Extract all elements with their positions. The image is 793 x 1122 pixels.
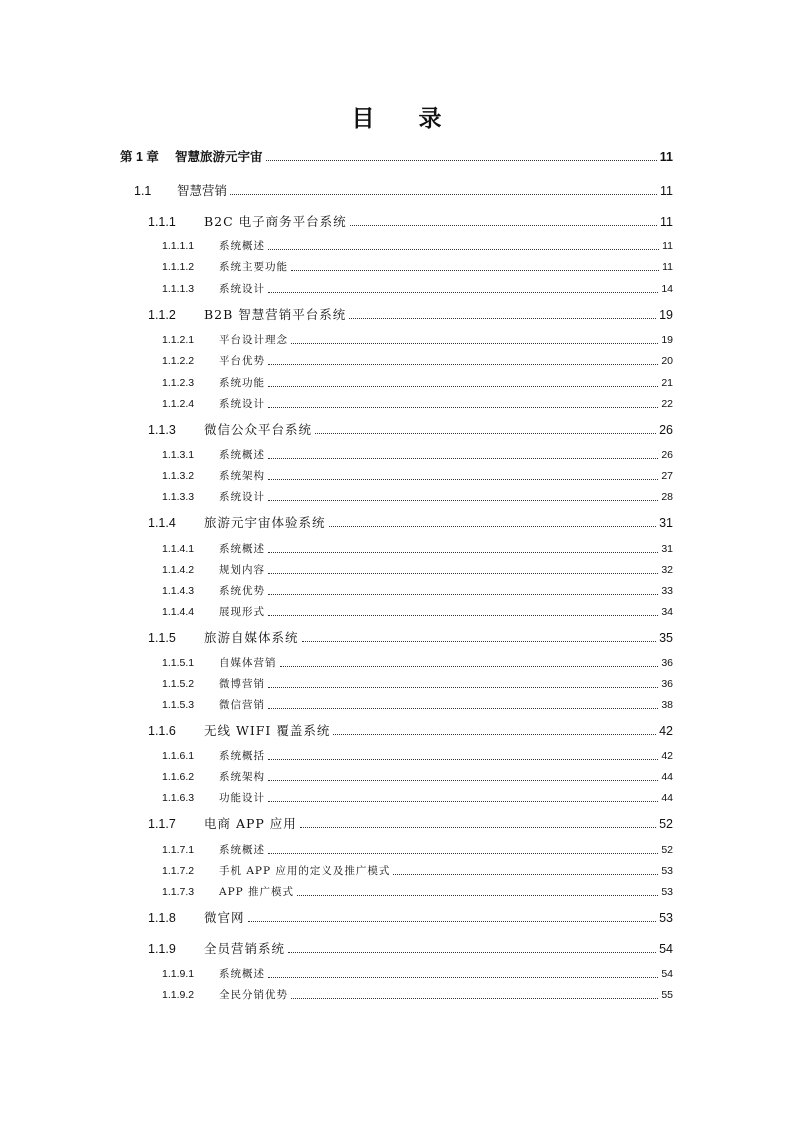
toc-entry-number: 1.1.2.4	[162, 398, 195, 410]
toc-entry-title: 微信营销	[219, 699, 265, 711]
toc-entry-number: 1.1.5.1	[162, 657, 195, 669]
toc-entry-page-number: 53	[659, 911, 673, 925]
toc-entry-title: 微信公众平台系统	[204, 422, 313, 437]
toc-entry-title: 系统设计	[219, 283, 265, 295]
toc-dot-leader	[268, 687, 658, 688]
toc-entry-title: 系统概述	[219, 968, 265, 980]
toc-entry-number: 1.1.1.2	[162, 261, 195, 273]
toc-entry-title: 微官网	[204, 910, 245, 925]
toc-dot-leader	[230, 194, 657, 195]
toc-entry-title: 系统概述	[219, 844, 265, 856]
toc-entry-title: B2C 电子商务平台系统	[204, 214, 347, 229]
toc-entry-number: 1.1.4	[148, 516, 176, 530]
toc-dot-leader	[291, 998, 658, 999]
toc-entry-title: 智慧旅游元宇宙	[175, 149, 263, 164]
toc-entry-title: 旅游自媒体系统	[204, 630, 299, 645]
toc-entry[interactable]	[0, 986, 793, 1004]
toc-entry-page-number: 38	[660, 696, 673, 714]
toc-entry-title: 规划内容	[219, 564, 265, 576]
toc-entry[interactable]	[0, 696, 793, 714]
toc-entry-title: 系统概述	[219, 543, 265, 555]
toc-dot-leader	[268, 615, 658, 616]
toc-entry-title: 微博营销	[219, 678, 265, 690]
toc-entry[interactable]	[0, 237, 793, 255]
toc-entry-number: 1.1.1.3	[162, 283, 195, 295]
toc-title: 目 录	[351, 105, 460, 132]
toc-entry-page-number: 28	[660, 488, 673, 506]
toc-entry-title: 全员营销系统	[204, 941, 286, 956]
toc-entry-number: 1.1	[134, 184, 152, 198]
toc-entry[interactable]	[0, 841, 793, 859]
toc-entry-number: 1.1.3.3	[162, 491, 195, 503]
toc-dot-leader	[268, 479, 658, 480]
toc-entry[interactable]	[0, 629, 793, 647]
toc-entry[interactable]	[0, 331, 793, 349]
toc-entry[interactable]	[0, 747, 793, 765]
toc-entry-page-number: 11	[661, 258, 673, 276]
toc-entry-page-number: 20	[660, 352, 673, 370]
toc-entry-title: 智慧营销	[177, 183, 228, 198]
toc-entry-title: 系统设计	[219, 398, 265, 410]
toc-dot-leader	[268, 500, 658, 501]
toc-entry[interactable]	[0, 540, 793, 558]
toc-dot-leader	[268, 249, 659, 250]
toc-entry-number: 1.1.1	[148, 215, 176, 229]
toc-entry-number: 1.1.7.3	[162, 886, 195, 898]
toc-entry-title: 平台优势	[219, 355, 265, 367]
toc-entry[interactable]	[0, 768, 793, 786]
toc-entry-number: 1.1.9	[148, 942, 176, 956]
toc-dot-leader	[315, 433, 656, 434]
toc-entry-page-number: 11	[660, 215, 673, 229]
toc-entry-page-number: 11	[661, 237, 673, 255]
toc-entry-number: 1.1.5.2	[162, 678, 195, 690]
toc-entry-page-number: 53	[660, 862, 673, 880]
toc-entry-number: 1.1.2.1	[162, 334, 195, 346]
toc-entry-title: 平台设计理念	[219, 334, 288, 346]
toc-entry-number: 1.1.1.1	[162, 240, 195, 252]
toc-entry-title: 系统优势	[219, 585, 265, 597]
toc-entry-page-number: 19	[660, 331, 673, 349]
toc-entry-number: 1.1.6.1	[162, 750, 195, 762]
toc-entry-title: 无线 WIFI 覆盖系统	[204, 723, 331, 738]
toc-entry-number: 1.1.6.2	[162, 771, 195, 783]
toc-entry-page-number: 44	[660, 768, 673, 786]
toc-dot-leader	[329, 526, 656, 527]
toc-entry-title: 展现形式	[219, 606, 265, 618]
toc-dot-leader	[268, 594, 658, 595]
toc-entry-page-number: 53	[660, 883, 673, 901]
toc-entry[interactable]	[0, 909, 793, 927]
toc-entry[interactable]	[0, 561, 793, 579]
toc-entry-title: B2B 智慧营销平台系统	[204, 307, 347, 322]
toc-entry-title: 手机 APP 应用的定义及推广模式	[219, 865, 391, 877]
toc-entry-number: 1.1.3.2	[162, 470, 195, 482]
toc-entry-title: 系统概括	[219, 750, 265, 762]
toc-dot-leader	[268, 759, 658, 760]
toc-entry-title: 系统架构	[219, 470, 265, 482]
toc-entry-title: 电商 APP 应用	[204, 816, 297, 831]
toc-entry-page-number: 54	[660, 965, 673, 983]
toc-entry-page-number: 36	[660, 654, 673, 672]
toc-dot-leader	[350, 225, 657, 226]
toc-entry[interactable]	[0, 488, 793, 506]
toc-entry-page-number: 26	[659, 423, 673, 437]
toc-entry-page-number: 14	[660, 280, 673, 298]
toc-entry-title: 自媒体营销	[219, 657, 277, 669]
toc-entry-number: 1.1.8	[148, 911, 176, 925]
toc-entry-page-number: 42	[660, 747, 673, 765]
toc-entry-title: 系统功能	[219, 377, 265, 389]
toc-entry-page-number: 11	[660, 184, 673, 198]
toc-entry-page-number: 42	[659, 724, 673, 738]
toc-entry-number: 1.1.5.3	[162, 699, 195, 711]
toc-entry[interactable]	[0, 148, 793, 166]
toc-dot-leader	[393, 874, 658, 875]
toc-entry[interactable]	[0, 421, 793, 439]
toc-entry[interactable]	[0, 940, 793, 958]
toc-dot-leader	[268, 458, 658, 459]
toc-entry-page-number: 31	[659, 516, 673, 530]
toc-entry[interactable]	[0, 582, 793, 600]
toc-entry[interactable]	[0, 182, 793, 200]
toc-dot-leader	[297, 895, 658, 896]
toc-entry[interactable]	[0, 213, 793, 231]
toc-entry-number: 1.1.4.3	[162, 585, 195, 597]
toc-entry-page-number: 31	[660, 540, 673, 558]
toc-dot-leader	[268, 573, 658, 574]
toc-entry-number: 1.1.9.2	[162, 989, 195, 1001]
toc-entry-number: 1.1.2.3	[162, 377, 195, 389]
toc-entry-page-number: 34	[660, 603, 673, 621]
toc-entry-number: 1.1.3	[148, 423, 176, 437]
toc-entry[interactable]	[0, 395, 793, 413]
toc-entry[interactable]	[0, 722, 793, 740]
toc-entry-title: 系统设计	[219, 491, 265, 503]
toc-entry[interactable]	[0, 883, 793, 901]
toc-entry-number: 1.1.4.4	[162, 606, 195, 618]
toc-dot-leader	[268, 292, 658, 293]
toc-entry-page-number: 27	[660, 467, 673, 485]
toc-dot-leader	[268, 780, 658, 781]
toc-entry-title: 旅游元宇宙体验系统	[204, 515, 326, 530]
toc-dot-leader	[268, 364, 658, 365]
toc-dot-leader	[302, 641, 656, 642]
toc-entry[interactable]	[0, 654, 793, 672]
toc-dot-leader	[268, 407, 658, 408]
toc-entry-title: 系统架构	[219, 771, 265, 783]
toc-entry-number: 1.1.4.1	[162, 543, 195, 555]
toc-dot-leader	[300, 827, 656, 828]
toc-entry-number: 1.1.6.3	[162, 792, 195, 804]
toc-dot-leader	[349, 318, 656, 319]
toc-entry-page-number: 22	[660, 395, 673, 413]
toc-entry-title: 系统概述	[219, 240, 265, 252]
toc-entry-number: 1.1.9.1	[162, 968, 195, 980]
toc-entry-page-number: 52	[660, 841, 673, 859]
toc-entry-page-number: 19	[659, 308, 673, 322]
toc-entry-page-number: 44	[660, 789, 673, 807]
toc-entry-number: 1.1.7	[148, 817, 176, 831]
toc-dot-leader	[248, 921, 656, 922]
toc-entry-page-number: 26	[660, 446, 673, 464]
toc-entry[interactable]	[0, 306, 793, 324]
toc-dot-leader	[333, 734, 656, 735]
toc-dot-leader	[268, 552, 658, 553]
toc-entry[interactable]	[0, 815, 793, 833]
toc-dot-leader	[268, 386, 658, 387]
toc-entry-number: 1.1.7.2	[162, 865, 195, 877]
toc-entry-title: 全民分销优势	[219, 989, 288, 1001]
toc-entry-page-number: 32	[660, 561, 673, 579]
toc-dot-leader	[268, 801, 658, 802]
toc-entry[interactable]	[0, 467, 793, 485]
toc-entry-number: 1.1.5	[148, 631, 176, 645]
toc-dot-leader	[288, 952, 656, 953]
toc-entry-number: 1.1.2.2	[162, 355, 195, 367]
toc-entry[interactable]	[0, 965, 793, 983]
toc-entry-page-number: 11	[659, 150, 673, 164]
toc-entry[interactable]	[0, 280, 793, 298]
toc-entry-page-number: 33	[660, 582, 673, 600]
toc-entry-number: 第 1 章	[120, 150, 159, 164]
toc-entry[interactable]	[0, 374, 793, 392]
toc-dot-leader	[268, 853, 658, 854]
toc-entry[interactable]	[0, 352, 793, 370]
toc-entry-page-number: 54	[659, 942, 673, 956]
toc-entry-number: 1.1.6	[148, 724, 176, 738]
toc-entry-number: 1.1.2	[148, 308, 176, 322]
toc-entry[interactable]	[0, 675, 793, 693]
toc-dot-leader	[266, 160, 657, 161]
toc-entry-number: 1.1.4.2	[162, 564, 195, 576]
toc-entry-title: 系统概述	[219, 449, 265, 461]
toc-dot-leader	[291, 270, 659, 271]
toc-entry-title: APP 推广模式	[219, 886, 295, 898]
toc-entry-page-number: 36	[660, 675, 673, 693]
toc-entry-page-number: 52	[659, 817, 673, 831]
toc-dot-leader	[268, 977, 658, 978]
toc-entry-number: 1.1.7.1	[162, 844, 195, 856]
toc-entry[interactable]	[0, 789, 793, 807]
toc-entry-page-number: 35	[659, 631, 673, 645]
toc-entry-page-number: 21	[660, 374, 673, 392]
toc-dot-leader	[291, 343, 658, 344]
toc-entry[interactable]	[0, 446, 793, 464]
toc-entry-page-number: 55	[660, 986, 673, 1004]
toc-entry-title: 系统主要功能	[219, 261, 288, 273]
toc-dot-leader	[280, 666, 658, 667]
toc-entry[interactable]	[0, 603, 793, 621]
toc-dot-leader	[268, 708, 658, 709]
toc-entry-number: 1.1.3.1	[162, 449, 195, 461]
toc-entry[interactable]	[0, 862, 793, 880]
toc-entry[interactable]	[0, 258, 793, 276]
toc-entry-title: 功能设计	[219, 792, 265, 804]
toc-entry[interactable]	[0, 514, 793, 532]
